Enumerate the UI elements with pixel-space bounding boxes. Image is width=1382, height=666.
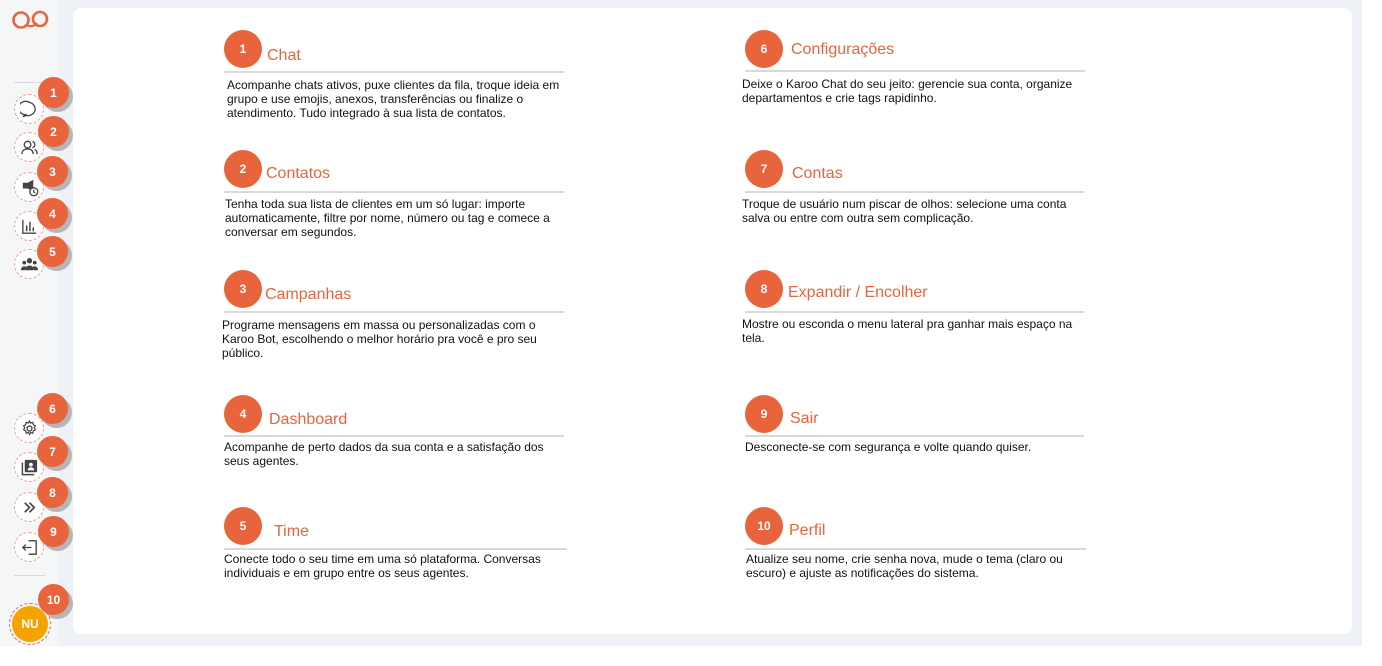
gear-icon <box>20 419 39 438</box>
item-number: 7 <box>745 150 783 188</box>
tour-badge-contacts: 2 <box>38 116 69 147</box>
tour-badge-chat: 1 <box>38 77 69 108</box>
item-number: 10 <box>745 507 783 545</box>
item-number: 8 <box>745 270 783 308</box>
logout-icon <box>20 538 39 557</box>
item-title-sair: Sair <box>790 410 819 427</box>
item-title-chat: Chat <box>267 47 301 64</box>
karoo-logo-icon[interactable] <box>12 9 50 31</box>
item-divider <box>224 548 567 550</box>
item-divider <box>745 548 1086 550</box>
item-desc-time: Conecte todo o seu time em uma só plataforma. Conversas individuais e em grupo entre os seus agentes. <box>224 552 541 580</box>
item-desc-chat: Acompanhe chats ativos, puxe clientes da fila, troque ideia em grupo e use emojis, anexos, transferências ou finalize o atendimento. Tudo integrado à sua lista de contatos. <box>227 78 560 120</box>
item-number: 4 <box>224 395 262 433</box>
item-title-expandir-encolher: Expandir / Encolher <box>788 284 928 301</box>
item-title-campanhas: Campanhas <box>265 286 352 303</box>
chat-bubble-icon <box>20 100 39 119</box>
item-desc-contatos: Tenha toda sua lista de clientes em um só lugar: importe automaticamente, filtre por nome, número ou tag e comece a conversar em segundos. <box>225 197 550 239</box>
item-title-perfil: Perfil <box>789 522 826 539</box>
tour-badge-campaigns: 3 <box>37 156 68 187</box>
item-desc-expandir-encolher: Mostre ou esconda o menu lateral pra ganhar mais espaço na tela. <box>742 317 1073 345</box>
item-divider <box>745 70 1085 72</box>
tour-badge-profile: 10 <box>38 584 69 615</box>
item-desc-campanhas: Programe mensagens em massa ou personalizadas com o Karoo Bot, escolhendo o melhor horário pra você e pro seu público. <box>222 318 537 360</box>
avatar-initials: NU <box>12 606 48 642</box>
sidebar-divider <box>14 575 45 576</box>
expand-icon <box>20 498 39 517</box>
item-number: 6 <box>745 30 783 68</box>
item-divider <box>224 71 564 73</box>
tour-badge-settings: 6 <box>37 393 68 424</box>
tour-badge-accounts: 7 <box>37 436 68 467</box>
item-divider <box>745 311 1084 313</box>
tour-badge-team: 5 <box>37 236 68 267</box>
campaigns-icon <box>20 178 39 197</box>
item-divider <box>224 435 564 437</box>
item-number: 3 <box>224 270 262 308</box>
item-number: 5 <box>224 507 262 545</box>
item-divider <box>224 191 564 193</box>
item-title-configuracoes: Configurações <box>791 41 895 58</box>
item-desc-sair: Desconecte-se com segurança e volte quando quiser. <box>745 440 1032 454</box>
tour-badge-expand: 8 <box>37 477 68 508</box>
item-desc-perfil: Atualize seu nome, crie senha nova, mude o tema (claro ou escuro) e ajuste as notificações do sistema. <box>746 552 1063 580</box>
dashboard-chart-icon <box>20 217 39 236</box>
tour-badge-logout: 9 <box>38 516 69 547</box>
contacts-icon <box>20 138 39 157</box>
item-number: 2 <box>224 150 262 188</box>
item-desc-configuracoes: Deixe o Karoo Chat do seu jeito: gerencie sua conta, organize departamentos e crie tags rapidinho. <box>742 77 1073 105</box>
item-divider <box>224 311 564 313</box>
item-divider <box>745 191 1084 193</box>
team-icon <box>20 255 39 274</box>
item-title-contatos: Contatos <box>266 165 331 182</box>
tour-badge-dashboard: 4 <box>37 198 68 229</box>
item-title-contas: Contas <box>792 165 843 182</box>
item-title-dashboard: Dashboard <box>269 411 348 428</box>
item-title-time: Time <box>274 523 309 540</box>
item-desc-dashboard: Acompanhe de perto dados da sua conta e a satisfação dos seus agentes. <box>224 440 544 468</box>
accounts-icon <box>20 458 39 477</box>
item-number: 9 <box>745 395 783 433</box>
item-number: 1 <box>224 30 262 68</box>
item-divider <box>745 435 1084 437</box>
item-desc-contas: Troque de usuário num piscar de olhos: selecione uma conta salva ou entre com outra sem complicação. <box>742 197 1067 225</box>
